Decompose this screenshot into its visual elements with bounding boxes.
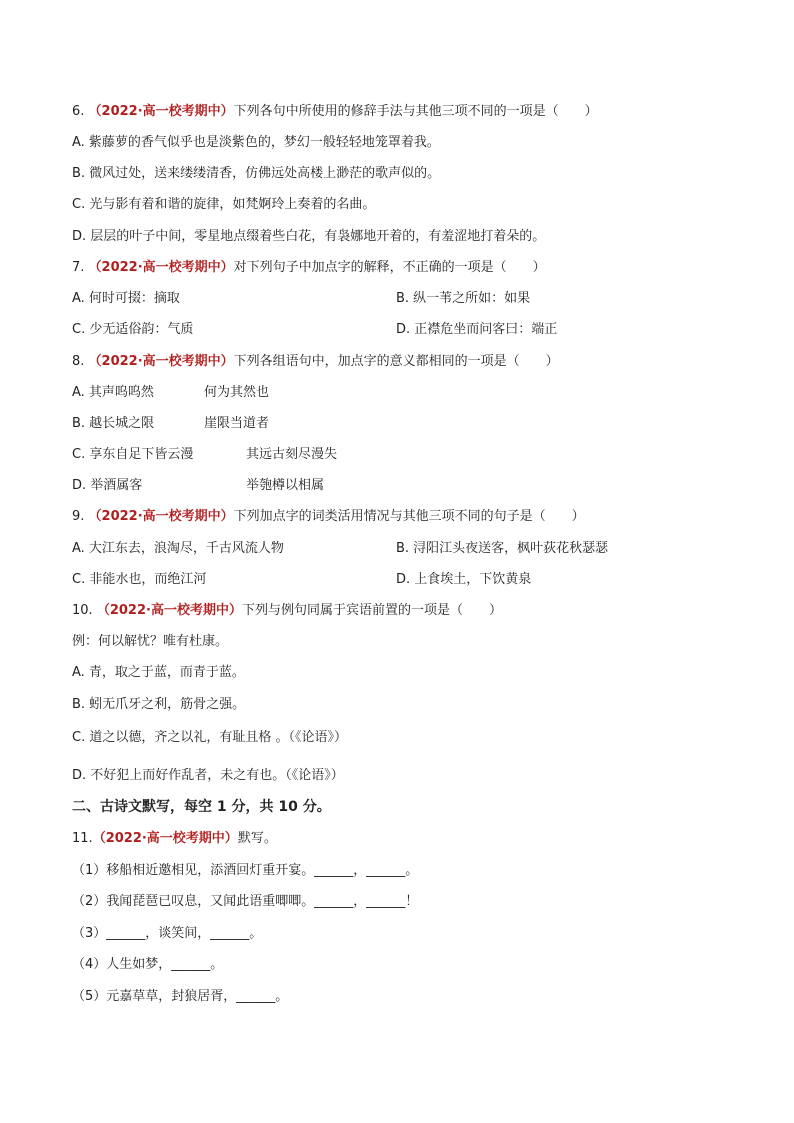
q10-stem xyxy=(72,602,502,620)
q11-source-tag: （2022·高一校考期中） xyxy=(92,831,238,846)
q8-option-d-first: D. 举酒属客 xyxy=(72,478,143,493)
q10-option-a: A. 青，取之于蓝，而青于蓝。 xyxy=(72,665,245,680)
q8-option-c-second: 其远古刻尽漫失 xyxy=(246,447,338,462)
q8-option-a-second: 何为其然也 xyxy=(204,385,270,400)
q9-stem xyxy=(72,508,585,526)
q10-option-c: C. 道之以德，齐之以礼，有耻且格 。（《论语》） xyxy=(72,730,347,745)
q10-option-b: B. 蚓无爪牙之利，筋骨之强。 xyxy=(72,697,246,712)
q10-example: 例：何以解忧？唯有杜康。 xyxy=(72,634,229,649)
q7-row-ab xyxy=(72,290,712,308)
q6-option-d: D. 层层的叶子中间，零星地点缀着些白花，有袅娜地开着的，有羞涩地打着朵的。 xyxy=(72,229,546,244)
q10-source-tag: （2022·高一校考期中） xyxy=(96,603,242,618)
q7-option-b: B. 纵一苇之所如：如果 xyxy=(396,291,531,306)
section-heading: 二、古诗文默写，每空 1 分，共 10 分。 xyxy=(72,799,331,815)
q8-option-c-first: C. 享东自足下皆云漫 xyxy=(72,447,194,462)
q7-number: 7. xyxy=(72,260,85,275)
q11-item-2: （2）我闻琵琶已叹息，又闻此语重唧唧。______，______！ xyxy=(72,894,419,909)
q6-source-tag: （2022·高一校考期中） xyxy=(88,104,234,119)
q8-option-b-first: B. 越长城之限 xyxy=(72,416,155,431)
q8-stem xyxy=(72,353,559,371)
q10-text: 下列与例句同属于宾语前置的一项是（ ） xyxy=(241,603,502,618)
q11-stem xyxy=(72,830,277,848)
q7-option-d: D. 正襟危坐而问客曰：端正 xyxy=(396,322,558,337)
q6-text: 下列各句中所使用的修辞手法与其他三项不同的一项是（ ） xyxy=(233,104,598,119)
q11-number: 11. xyxy=(72,831,93,846)
q11-text: 默写。 xyxy=(237,831,277,846)
q9-option-c: C. 非能水也，而绝江河 xyxy=(72,572,207,587)
q9-option-b: B. 浔阳江头夜送客，枫叶荻花秋瑟瑟 xyxy=(396,541,609,556)
q9-row-cd xyxy=(72,571,712,589)
q9-number: 9. xyxy=(72,509,85,524)
q9-option-d: D. 上食埃土，下饮黄泉 xyxy=(396,572,532,587)
q8-option-b xyxy=(72,415,712,433)
q11-item-4: （4）人生如梦，______。 xyxy=(72,957,224,972)
q7-row-cd xyxy=(72,321,712,339)
q6-stem xyxy=(72,103,598,121)
q10-number: 10. xyxy=(72,603,93,618)
q8-option-d-second: 举匏樽以相属 xyxy=(246,478,325,493)
q8-source-tag: （2022·高一校考期中） xyxy=(88,354,234,369)
q7-option-c: C. 少无适俗韵：气质 xyxy=(72,322,194,337)
q7-source-tag: （2022·高一校考期中） xyxy=(88,260,234,275)
q8-option-b-second: 崖限当道者 xyxy=(204,416,270,431)
q8-option-a xyxy=(72,384,712,402)
q9-source-tag: （2022·高一校考期中） xyxy=(88,509,234,524)
q7-stem xyxy=(72,259,546,277)
q6-option-a: A. 紫藤萝的香气似乎也是淡紫色的，梦幻一般轻轻地笼罩着我。 xyxy=(72,135,440,150)
q8-text: 下列各组语句中，加点字的意义都相同的一项是（ ） xyxy=(233,354,559,369)
q7-text: 对下列句子中加点字的解释，不正确的一项是（ ） xyxy=(233,260,546,275)
q8-option-d xyxy=(72,477,712,495)
q9-option-a: A. 大江东去，浪淘尽，千古风流人物 xyxy=(72,541,284,556)
q10-option-d: D. 不好犯上而好作乱者，未之有也。（《论语》） xyxy=(72,768,344,783)
q6-number: 6. xyxy=(72,104,85,119)
q6-option-c: C. 光与影有着和谐的旋律，如梵婀玲上奏着的名曲。 xyxy=(72,197,376,212)
q8-option-c xyxy=(72,446,712,464)
q11-item-1: （1）移船相近邀相见，添酒回灯重开宴。______，______。 xyxy=(72,863,419,878)
q11-item-3: （3）______，谈笑间，______。 xyxy=(72,926,263,941)
q11-item-5: （5）元嘉草草，封狼居胥，______。 xyxy=(72,989,289,1004)
q9-text: 下列加点字的词类活用情况与其他三项不同的句子是（ ） xyxy=(233,509,585,524)
q6-option-b: B. 微风过处，送来缕缕清香，仿佛远处高楼上渺茫的歌声似的。 xyxy=(72,166,441,181)
q8-option-a-first: A. 其声呜呜然 xyxy=(72,385,154,400)
q9-row-ab xyxy=(72,540,712,558)
q7-option-a: A. 何时可掇：摘取 xyxy=(72,291,180,306)
q8-number: 8. xyxy=(72,354,85,369)
